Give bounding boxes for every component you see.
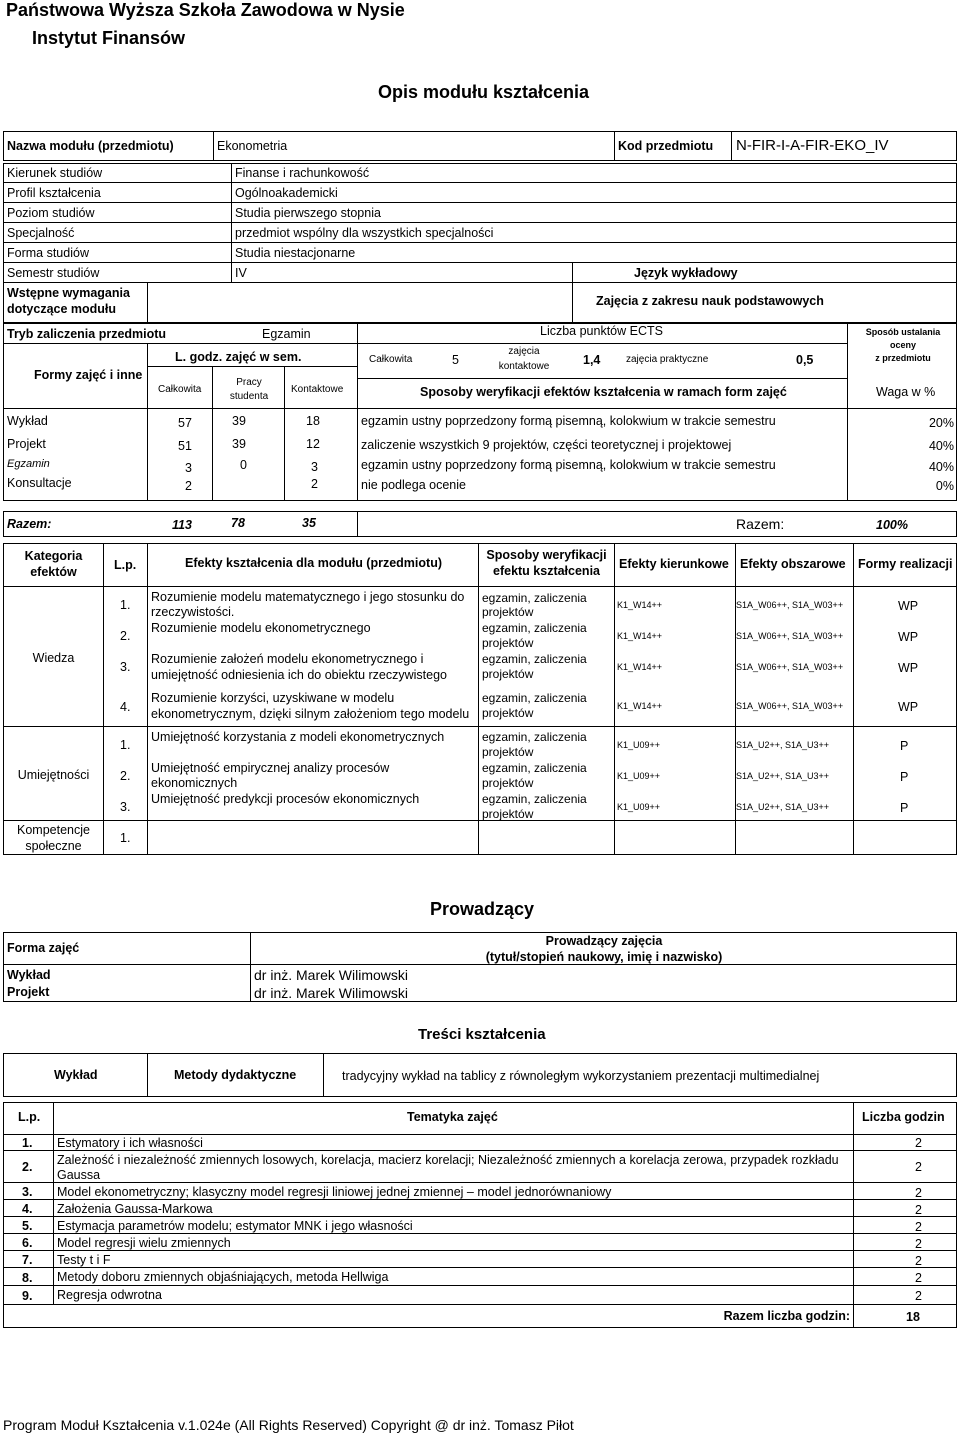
prereq-label-line1: Wstępne wymagania	[7, 286, 130, 300]
form-weight: 20%	[928, 416, 954, 430]
effect-verif-1: egzamin, zaliczenia	[482, 621, 587, 635]
module-code-value: N-FIR-I-A-FIR-EKO_IV	[736, 137, 889, 154]
effect-text-1: Umiejętność empirycznej analizy procesów	[151, 761, 390, 775]
effect-text-2: rzeczywistości.	[151, 605, 235, 619]
effect-kierunkowe: K1_W14++	[617, 701, 663, 711]
topic-lp: 7.	[22, 1253, 33, 1267]
razem-student: 78	[231, 516, 245, 530]
effect-lp: 1.	[120, 598, 131, 612]
effect-lp: 1.	[120, 738, 131, 752]
ects-contact-label-2: kontaktowe	[498, 361, 550, 372]
eff-head-efekty: Efekty kształcenia dla modułu (przedmiotu)	[185, 556, 442, 570]
effect-text-2: ekonometrycznym, dzięki silnym założeniom tego modelu	[151, 707, 470, 721]
effect-text-1: Rozumienie założeń modelu ekonometrycznego i	[151, 652, 424, 666]
lecturer-name: dr inż. Marek Wilimowski	[254, 967, 409, 983]
topic-text: Estymatory i ich własności	[57, 1136, 203, 1150]
razem-label-2: Razem:	[736, 516, 785, 532]
effect-lp: 3.	[120, 800, 131, 814]
module-code-label: Kod przedmiotu	[618, 139, 714, 153]
topic-text: Estymacja parametrów modelu; estymator MNK i jego własności	[57, 1219, 413, 1233]
topic-lp: 5.	[22, 1219, 33, 1233]
topic-text: Testy t i F	[57, 1253, 111, 1267]
info-value-specjalnosc: przedmiot wspólny dla wszystkich specjalności	[235, 226, 494, 240]
form-total: 3	[185, 461, 192, 475]
sposob-line1: Sposób ustalania	[865, 327, 941, 337]
info-label-forma: Forma studiów	[7, 246, 89, 260]
effect-verif-1: egzamin, zaliczenia	[482, 792, 587, 806]
eff-head-obszarowe: Efekty obszarowe	[740, 557, 846, 571]
effect-verif-2: projektów	[482, 776, 534, 790]
effect-forma: WP	[898, 661, 919, 675]
lecturers-forma-label: Forma zajęć	[7, 941, 80, 955]
topic-lp: 4.	[22, 1202, 33, 1216]
info-label-poziom: Poziom studiów	[7, 206, 95, 220]
effect-forma: WP	[898, 630, 919, 644]
effect-forma: P	[900, 739, 909, 753]
category-kompetencje-2: społeczne	[25, 839, 82, 853]
razem-contact: 35	[302, 516, 316, 530]
effect-forma: WP	[898, 700, 919, 714]
form-method: nie podlega ocenie	[361, 478, 466, 492]
effect-obszarowe: S1A_W06++, S1A_W03++	[736, 701, 844, 711]
basic-sciences-label: Zajęcia z zakresu nauk podstawowych	[596, 294, 824, 308]
topic-lp: 2.	[22, 1160, 33, 1174]
ects-practical-label: zajęcia praktyczne	[626, 354, 709, 365]
document-title: Opis modułu kształcenia	[378, 82, 590, 102]
effect-obszarowe: S1A_W06++, S1A_W03++	[736, 631, 844, 641]
form-method: zaliczenie wszystkich 9 projektów, części teoretycznej i projektowej	[361, 438, 732, 452]
ects-contact-label-1: zajęcia	[508, 346, 540, 357]
form-weight: 40%	[928, 460, 954, 474]
topic-hours: 2	[915, 1271, 922, 1285]
effect-text-2: umiejętność odniesienia ich do obiektu rzeczywistego	[151, 668, 447, 682]
effect-verif-1: egzamin, zaliczenia	[482, 652, 587, 666]
effect-text-1: Umiejętność predykcji procesów ekonomicznych	[151, 792, 420, 806]
institute-name: Instytut Finansów	[32, 28, 185, 48]
form-weight: 40%	[928, 439, 954, 453]
form-student: 39	[232, 437, 246, 451]
lecturer-name: dr inż. Marek Wilimowski	[254, 985, 409, 1001]
content-wyklad-label: Wykład	[54, 1068, 98, 1082]
effect-verif-1: egzamin, zaliczenia	[482, 591, 587, 605]
effect-verif-1: egzamin, zaliczenia	[482, 730, 587, 744]
effect-lp: 2.	[120, 629, 131, 643]
form-method: egzamin ustny poprzedzony formą pisemną, kolokwium w trakcie semestru	[361, 458, 776, 472]
info-label-specjalnosc: Specjalność	[7, 226, 75, 240]
eff-head-formy: Formy realizacji	[858, 557, 953, 571]
razem-weight: 100%	[876, 518, 908, 532]
col-kontaktowe: Kontaktowe	[291, 384, 344, 395]
topic-text-cont: Gaussa	[57, 1168, 101, 1182]
content-metody-value: tradycyjny wykład na tablicy z równoległym wykorzystaniem prezentacji multimedialnej	[342, 1069, 820, 1083]
info-value-profil: Ogólnoakademicki	[235, 186, 338, 200]
topic-lp: 3.	[22, 1185, 33, 1199]
form-total: 57	[178, 416, 192, 430]
topics-sum-label: Razem liczba godzin:	[723, 1309, 850, 1323]
topic-text: Zależność i niezależność zmiennych losowych, korelacja, macierz korelacji; Niezależność zmiennych a korelacja zerowa, przypadek rozkładu	[57, 1153, 839, 1167]
effect-lp: 1.	[120, 831, 131, 845]
effect-obszarowe: S1A_U2++, S1A_U3++	[736, 771, 830, 781]
effect-text-2: ekonomicznych	[151, 776, 238, 790]
effect-verif-1: egzamin, zaliczenia	[482, 691, 587, 705]
form-student: 0	[240, 458, 247, 472]
topic-text: Regresja odwrotna	[57, 1288, 162, 1302]
footer-copyright: Program Moduł Kształcenia v.1.024e (All Rights Reserved) Copyright @ dr inż. Tomasz Piłot	[3, 1417, 574, 1433]
category-wiedza: Wiedza	[32, 651, 75, 665]
topic-lp: 9.	[22, 1289, 33, 1303]
topic-hours: 2	[915, 1220, 922, 1234]
effect-kierunkowe: K1_U09++	[617, 771, 661, 781]
topics-tematyka-label: Tematyka zajęć	[407, 1110, 498, 1124]
lecturers-title: Prowadzący	[430, 899, 535, 919]
effect-obszarowe: S1A_U2++, S1A_U3++	[736, 740, 830, 750]
ects-calkowita-label: Całkowita	[369, 354, 413, 365]
effect-kierunkowe: K1_W14++	[617, 631, 663, 641]
topic-hours: 2	[915, 1254, 922, 1268]
effect-verif-2: projektów	[482, 667, 534, 681]
waga-label: Waga w %	[876, 385, 936, 399]
effect-text-1: Rozumienie modelu ekonometrycznego	[151, 621, 371, 635]
effect-verif-2: projektów	[482, 807, 534, 821]
topic-hours: 2	[915, 1237, 922, 1251]
topic-hours: 2	[915, 1186, 922, 1200]
form-contact: 18	[306, 414, 320, 428]
effect-kierunkowe: K1_W14++	[617, 600, 663, 610]
effect-obszarowe: S1A_U2++, S1A_U3++	[736, 802, 830, 812]
info-value-poziom: Studia pierwszego stopnia	[235, 206, 381, 220]
form-student: 39	[232, 414, 246, 428]
content-metody-label: Metody dydaktyczne	[174, 1068, 297, 1082]
effect-lp: 4.	[120, 700, 131, 714]
effect-kierunkowe: K1_W14++	[617, 662, 663, 672]
language-label: Język wykładowy	[634, 266, 738, 280]
info-value-semestr: IV	[235, 266, 247, 280]
info-label-profil: Profil kształcenia	[7, 186, 101, 200]
form-method: egzamin ustny poprzedzony formą pisemną, kolokwium w trakcie semestru	[361, 414, 776, 428]
topic-lp: 6.	[22, 1236, 33, 1250]
ects-total: 5	[452, 353, 459, 367]
effect-lp: 3.	[120, 660, 131, 674]
form-name: Egzamin	[7, 458, 50, 470]
topics-sum-value: 18	[906, 1310, 920, 1324]
topic-text: Metody doboru zmiennych objaśniających, metoda Hellwiga	[57, 1270, 389, 1284]
effect-verif-2: projektów	[482, 745, 534, 759]
godz-label: L. godz. zajęć w sem.	[175, 350, 302, 364]
topic-hours: 2	[915, 1203, 922, 1217]
content-title: Treści kształcenia	[418, 1026, 546, 1043]
razem-row	[3, 511, 957, 537]
module-name-label: Nazwa modułu (przedmiotu)	[7, 139, 174, 153]
effect-kierunkowe: K1_U09++	[617, 740, 661, 750]
col-pracy-line1: Pracy	[236, 377, 262, 388]
effect-forma: WP	[898, 599, 919, 613]
module-name-value: Ekonometria	[217, 139, 288, 153]
effect-verif-1: egzamin, zaliczenia	[482, 761, 587, 775]
lecturers-prow-1: Prowadzący zajęcia	[545, 934, 663, 948]
razem-total: 113	[172, 518, 192, 532]
effect-obszarowe: S1A_W06++, S1A_W03++	[736, 662, 844, 672]
form-name: Projekt	[7, 437, 46, 451]
topic-text: Model ekonometryczny; klasyczny model regresji liniowej jednej zmiennej – model jednorównaniowy	[57, 1185, 612, 1199]
form-contact: 2	[311, 477, 318, 491]
tryb-label: Tryb zaliczenia przedmiotu	[7, 327, 167, 341]
topic-hours: 2	[915, 1289, 922, 1303]
form-total: 51	[178, 439, 192, 453]
eff-head-kategoria-1: Kategoria	[24, 549, 83, 563]
effect-text-1: Umiejętność korzystania z modeli ekonometrycznych	[151, 730, 445, 744]
topic-lp: 1.	[22, 1136, 33, 1150]
effect-text-1: Rozumienie korzyści, uzyskiwane w modelu	[151, 691, 395, 705]
lecturer-form: Projekt	[7, 985, 50, 999]
topics-godzin-label: Liczba godzin	[862, 1110, 945, 1124]
ects-practical-value: 0,5	[796, 353, 814, 367]
form-weight: 0%	[935, 479, 954, 493]
lecturers-prow-2: (tytuł/stopień naukowy, imię i nazwisko)	[485, 950, 723, 964]
topic-hours: 2	[915, 1160, 922, 1174]
methods-title: Sposoby weryfikacji efektów kształcenia w ramach form zajęć	[420, 385, 787, 399]
effect-verif-2: projektów	[482, 636, 534, 650]
eff-head-lp: L.p.	[114, 558, 137, 572]
formy-label: Formy zajęć i inne	[34, 368, 143, 382]
eff-head-sposoby-1: Sposoby weryfikacji	[486, 548, 607, 562]
col-pracy-line2: studenta	[229, 391, 269, 402]
tryb-value: Egzamin	[262, 327, 311, 341]
eff-head-sposoby-2: efektu kształcenia	[493, 564, 600, 578]
ects-contact-value: 1,4	[583, 353, 601, 367]
eff-head-kategoria-2: efektów	[30, 565, 77, 579]
form-contact: 12	[306, 437, 320, 451]
lecturer-form: Wykład	[7, 968, 51, 982]
topic-hours: 2	[915, 1136, 922, 1150]
form-name: Konsultacje	[7, 476, 72, 490]
sposob-line2: oceny	[889, 340, 916, 350]
effect-text-1: Rozumienie modelu matematycznego i jego stosunku do	[151, 590, 465, 604]
effect-lp: 2.	[120, 769, 131, 783]
effect-verif-2: projektów	[482, 706, 534, 720]
col-calkowita: Całkowita	[158, 384, 202, 395]
info-label-kierunek: Kierunek studiów	[7, 166, 103, 180]
category-umiejetnosci: Umiejętności	[17, 768, 90, 782]
effect-obszarowe: S1A_W06++, S1A_W03++	[736, 600, 844, 610]
eff-head-kierunkowe: Efekty kierunkowe	[619, 557, 729, 571]
topic-text: Model regresji wielu zmiennych	[57, 1236, 231, 1250]
effect-forma: P	[900, 770, 909, 784]
school-name: Państwowa Wyższa Szkoła Zawodowa w Nysie	[6, 0, 405, 20]
topic-text: Założenia Gaussa-Markowa	[57, 1202, 213, 1216]
ects-title: Liczba punktów ECTS	[540, 324, 663, 338]
info-value-kierunek: Finanse i rachunkowość	[235, 166, 370, 180]
effect-verif-2: projektów	[482, 605, 534, 619]
form-contact: 3	[311, 460, 318, 474]
category-kompetencje-1: Kompetencje	[17, 823, 90, 837]
sposob-line3: z przedmiotu	[875, 353, 931, 363]
info-value-forma: Studia niestacjonarne	[235, 246, 356, 260]
topic-lp: 8.	[22, 1271, 33, 1285]
form-total: 2	[185, 479, 192, 493]
razem-label: Razem:	[7, 517, 52, 531]
prereq-label-line2: dotyczące modułu	[7, 302, 117, 316]
topics-lp-label: L.p.	[18, 1110, 41, 1124]
form-name: Wykład	[7, 414, 48, 428]
effect-forma: P	[900, 801, 909, 815]
effect-kierunkowe: K1_U09++	[617, 802, 661, 812]
info-label-semestr: Semestr studiów	[7, 266, 100, 280]
